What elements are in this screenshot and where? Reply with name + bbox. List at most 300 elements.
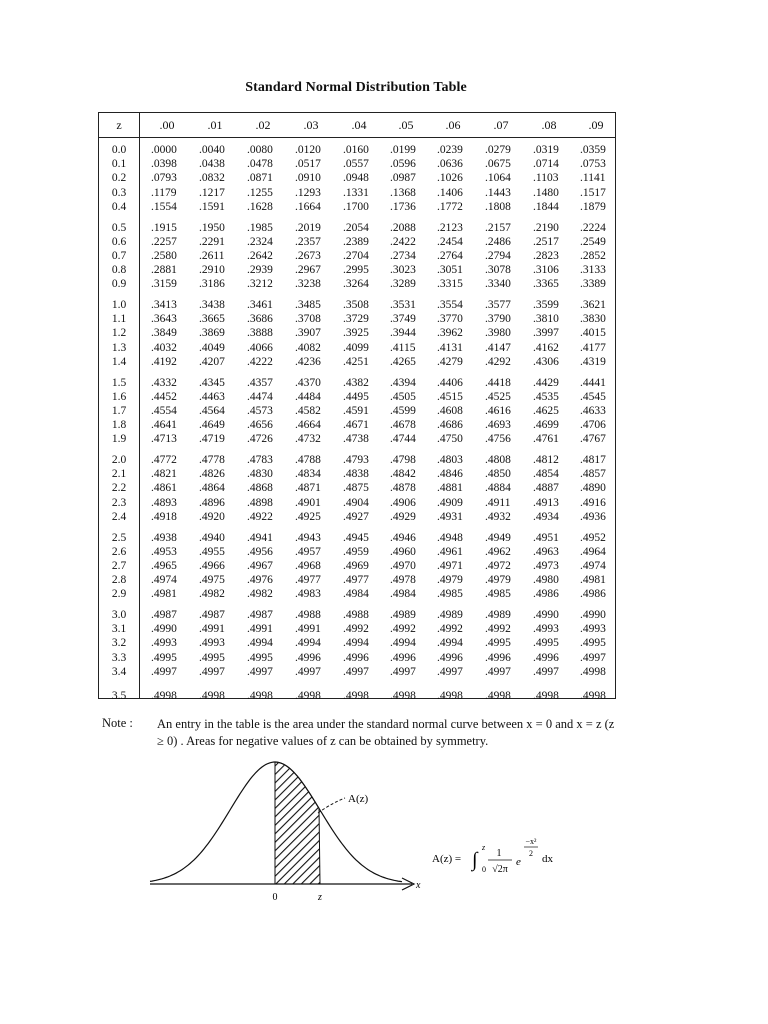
table-cell: .4953 xyxy=(151,545,177,558)
table-cell: .4699 xyxy=(533,419,559,432)
table-cell: .4982 xyxy=(199,588,225,601)
table-cell: .4279 xyxy=(437,355,463,368)
table-cell: .2422 xyxy=(390,235,416,248)
table-cell: .4049 xyxy=(199,341,225,354)
table-cell: .4990 xyxy=(533,609,559,621)
z-value: 0.7 xyxy=(111,249,127,262)
table-cell: .4996 xyxy=(533,651,559,664)
table-cell: .0319 xyxy=(533,144,559,156)
table-cell: .4998 xyxy=(533,689,559,702)
table-cell: .1179 xyxy=(151,186,177,199)
table-cell: .4929 xyxy=(390,510,416,523)
table-cell: .4995 xyxy=(151,651,177,664)
table-cell: .4082 xyxy=(295,341,321,354)
table-cell: .0120 xyxy=(295,144,321,156)
table-cell: .2454 xyxy=(437,235,463,248)
table-cell: .1480 xyxy=(533,186,559,199)
table-cell: .4987 xyxy=(151,609,177,621)
table-cell: .2357 xyxy=(295,235,321,248)
table-cell: .4951 xyxy=(533,531,559,544)
table-cell: .4463 xyxy=(199,390,225,403)
table-cell: .4686 xyxy=(437,419,463,432)
area-pointer xyxy=(318,798,345,813)
table-cell: .4987 xyxy=(199,609,225,621)
table-cell: .3212 xyxy=(247,278,273,291)
table-cell: .3159 xyxy=(151,278,177,291)
table-cell: .4992 xyxy=(343,623,369,636)
z-value: 0.0 xyxy=(111,144,127,156)
table-cell: .4207 xyxy=(199,355,225,368)
table-cell: .1255 xyxy=(247,186,273,199)
table-cell: .4719 xyxy=(199,433,225,446)
z-value: 2.8 xyxy=(111,574,127,587)
table-cell: .2794 xyxy=(485,249,511,262)
table-cell: .4554 xyxy=(151,404,177,417)
table-cell: .4998 xyxy=(151,689,177,702)
table-cell: .4998 xyxy=(580,689,606,702)
table-cell: .0596 xyxy=(390,158,416,171)
table-cell: .4988 xyxy=(295,609,321,621)
z-value: 0.6 xyxy=(111,235,127,248)
table-cell: .4992 xyxy=(437,623,463,636)
table-cell: .2704 xyxy=(343,249,369,262)
table-cell: .4979 xyxy=(485,574,511,587)
table-cell: .4964 xyxy=(580,545,606,558)
table-cell: .4808 xyxy=(485,454,511,466)
table-cell: .4394 xyxy=(390,376,416,389)
table-cell: .4995 xyxy=(580,637,606,650)
z-value: 1.7 xyxy=(111,404,127,417)
table-cell: .4564 xyxy=(199,404,225,417)
table-cell: .4726 xyxy=(247,433,273,446)
z-value: 2.7 xyxy=(111,559,127,572)
table-cell: .4997 xyxy=(533,665,559,678)
table-cell: .4732 xyxy=(295,433,321,446)
table-cell: .4131 xyxy=(437,341,463,354)
z-value: 3.1 xyxy=(111,623,127,636)
table-cell: .2910 xyxy=(199,264,225,277)
z-value: 1.6 xyxy=(111,390,127,403)
column-header: .01 xyxy=(207,118,223,132)
z-value: 1.4 xyxy=(111,355,127,368)
table-cell: .4890 xyxy=(580,482,606,495)
z-value: 1.8 xyxy=(111,419,127,432)
table-cell: .4986 xyxy=(533,588,559,601)
table-cell: .4984 xyxy=(343,588,369,601)
table-cell: .4345 xyxy=(199,376,225,389)
table-cell: .2157 xyxy=(485,221,511,234)
table-cell: .4671 xyxy=(343,419,369,432)
table-cell: .4997 xyxy=(295,665,321,678)
z-value: 0.8 xyxy=(111,264,127,277)
table-cell: .4956 xyxy=(247,545,273,558)
fraction-numerator: 1 xyxy=(496,848,502,859)
table-cell: .4357 xyxy=(247,376,273,389)
note-label: Note : xyxy=(102,716,133,730)
table-cell: .4767 xyxy=(580,433,606,446)
table-cell: .4970 xyxy=(390,559,416,572)
z-column-divider xyxy=(139,113,140,698)
z-value: 3.2 xyxy=(111,637,127,650)
exponential-base: e xyxy=(516,856,521,868)
table-cell: .2517 xyxy=(533,235,559,248)
table-cell: .2939 xyxy=(247,264,273,277)
table-cell: .2967 xyxy=(295,264,321,277)
table-cell: .4949 xyxy=(485,531,511,544)
table-cell: .4989 xyxy=(437,609,463,621)
table-cell: .4998 xyxy=(199,689,225,702)
table-cell: .4904 xyxy=(343,496,369,509)
table-cell: .4693 xyxy=(485,419,511,432)
table-cell: .4971 xyxy=(437,559,463,572)
table-cell: .3238 xyxy=(295,278,321,291)
page-title: Standard Normal Distribution Table xyxy=(245,80,467,95)
table-cell: .4616 xyxy=(485,404,511,417)
table-cell: .4990 xyxy=(151,623,177,636)
table-cell: .1808 xyxy=(485,200,511,213)
table-cell: .4817 xyxy=(580,454,606,466)
table-cell: .3686 xyxy=(247,313,273,326)
table-cell: .4441 xyxy=(580,376,606,389)
table-cell: .4881 xyxy=(437,482,463,495)
table-cell: .3869 xyxy=(199,327,225,340)
table-cell: .3485 xyxy=(295,299,321,311)
table-cell: .4474 xyxy=(247,390,273,403)
table-cell: .1217 xyxy=(199,186,225,199)
shaded-area xyxy=(275,762,320,884)
table-cell: .4994 xyxy=(247,637,273,650)
table-cell: .4967 xyxy=(247,559,273,572)
table-cell: .4015 xyxy=(580,327,606,340)
column-header: .02 xyxy=(255,118,271,132)
table-cell: .4960 xyxy=(390,545,416,558)
normal-curve-figure xyxy=(140,756,440,906)
table-cell: .4936 xyxy=(580,510,606,523)
table-cell: .4920 xyxy=(199,510,225,523)
table-cell: .2324 xyxy=(247,235,273,248)
table-cell: .3577 xyxy=(485,299,511,311)
table-cell: .4981 xyxy=(151,588,177,601)
table-cell: .4941 xyxy=(247,531,273,544)
table-cell: .1879 xyxy=(580,200,606,213)
table-cell: .0832 xyxy=(199,172,225,185)
table-cell: .4995 xyxy=(247,651,273,664)
table-cell: .4925 xyxy=(295,510,321,523)
table-cell: .4996 xyxy=(295,651,321,664)
z-value: 3.4 xyxy=(111,665,127,678)
table-cell: .0438 xyxy=(199,158,225,171)
table-cell: .4948 xyxy=(437,531,463,544)
table-cell: .4192 xyxy=(151,355,177,368)
table-cell: .4997 xyxy=(485,665,511,678)
table-cell: .4429 xyxy=(533,376,559,389)
table-cell: .0636 xyxy=(437,158,463,171)
table-cell: .2224 xyxy=(580,221,606,234)
table-cell: .4990 xyxy=(580,609,606,621)
table-cell: .4975 xyxy=(199,574,225,587)
table-cell: .4319 xyxy=(580,355,606,368)
table-cell: .4292 xyxy=(485,355,511,368)
table-cell: .4998 xyxy=(295,689,321,702)
table-cell: .3770 xyxy=(437,313,463,326)
table-cell: .4066 xyxy=(247,341,273,354)
table-cell: .2190 xyxy=(533,221,559,234)
table-cell: .4854 xyxy=(533,468,559,481)
table-cell: .3554 xyxy=(437,299,463,311)
table-cell: .0793 xyxy=(151,172,177,185)
table-cell: .3810 xyxy=(533,313,559,326)
table-cell: .4997 xyxy=(580,651,606,664)
table-cell: .3997 xyxy=(533,327,559,340)
table-cell: .3962 xyxy=(437,327,463,340)
table-cell: .0000 xyxy=(151,144,177,156)
table-cell: .1517 xyxy=(580,186,606,199)
table-cell: .4115 xyxy=(390,341,416,354)
table-cell: .4887 xyxy=(533,482,559,495)
table-cell: .0478 xyxy=(247,158,273,171)
table-cell: .4938 xyxy=(151,531,177,544)
table-cell: .1443 xyxy=(485,186,511,199)
table-cell: .4916 xyxy=(580,496,606,509)
table-cell: .1064 xyxy=(485,172,511,185)
table-cell: .4906 xyxy=(390,496,416,509)
table-cell: .4974 xyxy=(151,574,177,587)
table-cell: .4991 xyxy=(295,623,321,636)
table-cell: .4830 xyxy=(247,468,273,481)
table-cell: .4798 xyxy=(390,454,416,466)
exponent-numerator: −x² xyxy=(525,837,537,846)
table-cell: .0557 xyxy=(343,158,369,171)
table-cell: .2823 xyxy=(533,249,559,262)
table-cell: .4812 xyxy=(533,454,559,466)
z-value: 1.1 xyxy=(111,313,127,326)
table-cell: .4756 xyxy=(485,433,511,446)
table-cell: .4997 xyxy=(247,665,273,678)
table-cell: .4878 xyxy=(390,482,416,495)
z-value: 2.6 xyxy=(111,545,127,558)
table-cell: .0398 xyxy=(151,158,177,171)
z-value: 0.9 xyxy=(111,278,127,291)
table-cell: .3023 xyxy=(390,264,416,277)
table-cell: .4738 xyxy=(343,433,369,446)
table-cell: .4633 xyxy=(580,404,606,417)
table-cell: .2764 xyxy=(437,249,463,262)
table-cell: .4996 xyxy=(390,651,416,664)
table-cell: .4573 xyxy=(247,404,273,417)
integral-sign: ∫ xyxy=(472,849,478,871)
table-cell: .4713 xyxy=(151,433,177,446)
column-header: .09 xyxy=(588,118,604,132)
table-cell: .3461 xyxy=(247,299,273,311)
table-cell: .3078 xyxy=(485,264,511,277)
table-cell: .4994 xyxy=(437,637,463,650)
table-cell: .4913 xyxy=(533,496,559,509)
table-cell: .4993 xyxy=(580,623,606,636)
z-value: 1.0 xyxy=(111,299,127,311)
table-cell: .4952 xyxy=(580,531,606,544)
table-cell: .4382 xyxy=(343,376,369,389)
table-cell: .1664 xyxy=(295,200,321,213)
z-value: 0.3 xyxy=(111,186,127,199)
table-cell: .2881 xyxy=(151,264,177,277)
table-cell: .3438 xyxy=(199,299,225,311)
table-cell: .4515 xyxy=(437,390,463,403)
z-value: 2.5 xyxy=(111,531,127,544)
table-cell: .4993 xyxy=(151,637,177,650)
table-cell: .4495 xyxy=(343,390,369,403)
table-cell: .4972 xyxy=(485,559,511,572)
table-cell: .3289 xyxy=(390,278,416,291)
table-cell: .4147 xyxy=(485,341,511,354)
table-cell: .3944 xyxy=(390,327,416,340)
table-cell: .4370 xyxy=(295,376,321,389)
table-cell: .2673 xyxy=(295,249,321,262)
table-cell: .1985 xyxy=(247,221,273,234)
table-cell: .4641 xyxy=(151,419,177,432)
table-cell: .4850 xyxy=(485,468,511,481)
z-value: 2.9 xyxy=(111,588,127,601)
table-cell: .3980 xyxy=(485,327,511,340)
table-cell: .3749 xyxy=(390,313,416,326)
table-cell: .4656 xyxy=(247,419,273,432)
table-cell: .4803 xyxy=(437,454,463,466)
table-cell: .0199 xyxy=(390,144,416,156)
table-cell: .3365 xyxy=(533,278,559,291)
table-cell: .4998 xyxy=(437,689,463,702)
table-cell: .4545 xyxy=(580,390,606,403)
table-cell: .2088 xyxy=(390,221,416,234)
table-cell: .4706 xyxy=(580,419,606,432)
table-cell: .3621 xyxy=(580,299,606,311)
table-cell: .3599 xyxy=(533,299,559,311)
integral-upper-limit: z xyxy=(482,843,486,852)
table-cell: .4846 xyxy=(437,468,463,481)
z-value: 3.0 xyxy=(111,609,127,621)
table-cell: .4997 xyxy=(437,665,463,678)
table-cell: .2486 xyxy=(485,235,511,248)
table-cell: .4945 xyxy=(343,531,369,544)
table-cell: .4994 xyxy=(390,637,416,650)
table-cell: .4236 xyxy=(295,355,321,368)
z-value: 1.5 xyxy=(111,376,127,389)
table-cell: .3643 xyxy=(151,313,177,326)
table-cell: .4265 xyxy=(390,355,416,368)
table-cell: .4989 xyxy=(485,609,511,621)
table-cell: .3106 xyxy=(533,264,559,277)
table-cell: .4582 xyxy=(295,404,321,417)
table-cell: .4934 xyxy=(533,510,559,523)
table-cell: .4989 xyxy=(390,609,416,621)
column-header: .03 xyxy=(303,118,319,132)
table-cell: .2054 xyxy=(343,221,369,234)
table-cell: .3531 xyxy=(390,299,416,311)
table-cell: .4995 xyxy=(199,651,225,664)
table-cell: .4750 xyxy=(437,433,463,446)
table-cell: .2580 xyxy=(151,249,177,262)
table-cell: .4977 xyxy=(343,574,369,587)
table-cell: .2852 xyxy=(580,249,606,262)
table-cell: .3849 xyxy=(151,327,177,340)
table-cell: .4998 xyxy=(390,689,416,702)
table-cell: .2389 xyxy=(343,235,369,248)
z-tick-label: z xyxy=(318,892,322,903)
area-formula xyxy=(432,832,572,886)
table-cell: .4842 xyxy=(390,468,416,481)
formula-lhs: A(z) = xyxy=(432,853,462,865)
table-cell: .1915 xyxy=(151,221,177,234)
area-label: A(z) xyxy=(348,793,369,805)
table-cell: .0359 xyxy=(580,144,606,156)
table-cell: .3830 xyxy=(580,313,606,326)
table-cell: .4418 xyxy=(485,376,511,389)
table-cell: .4932 xyxy=(485,510,511,523)
table-cell: .3133 xyxy=(580,264,606,277)
table-cell: .4591 xyxy=(343,404,369,417)
table-cell: .4032 xyxy=(151,341,177,354)
table-cell: .1772 xyxy=(437,200,463,213)
table-cell: .4826 xyxy=(199,468,225,481)
z-value: 1.2 xyxy=(111,327,127,340)
table-cell: .4761 xyxy=(533,433,559,446)
table-cell: .4957 xyxy=(295,545,321,558)
table-cell: .4961 xyxy=(437,545,463,558)
table-cell: .4994 xyxy=(295,637,321,650)
table-cell: .4099 xyxy=(343,341,369,354)
table-cell: .4968 xyxy=(295,559,321,572)
table-cell: .4973 xyxy=(533,559,559,572)
table-cell: .3264 xyxy=(343,278,369,291)
table-cell: .4911 xyxy=(485,496,511,509)
table-cell: .4861 xyxy=(151,482,177,495)
table-cell: .1950 xyxy=(199,221,225,234)
table-cell: .4976 xyxy=(247,574,273,587)
table-cell: .1368 xyxy=(390,186,416,199)
table-cell: .4998 xyxy=(485,689,511,702)
table-cell: .0987 xyxy=(390,172,416,185)
origin-label: 0 xyxy=(272,892,278,903)
table-cell: .4868 xyxy=(247,482,273,495)
table-cell: .0040 xyxy=(199,144,225,156)
table-cell: .4986 xyxy=(580,588,606,601)
table-cell: .3888 xyxy=(247,327,273,340)
table-cell: .4901 xyxy=(295,496,321,509)
table-cell: .3413 xyxy=(151,299,177,311)
table-cell: .2257 xyxy=(151,235,177,248)
table-cell: .0675 xyxy=(485,158,511,171)
table-cell: .3907 xyxy=(295,327,321,340)
table-cell: .4664 xyxy=(295,419,321,432)
table-cell: .0910 xyxy=(295,172,321,185)
table-cell: .4177 xyxy=(580,341,606,354)
table-cell: .0871 xyxy=(247,172,273,185)
table-cell: .4222 xyxy=(247,355,273,368)
table-cell: .4946 xyxy=(390,531,416,544)
table-cell: .2995 xyxy=(343,264,369,277)
table-cell: .3665 xyxy=(199,313,225,326)
fraction-denominator: √2π xyxy=(492,864,508,875)
table-cell: .4649 xyxy=(199,419,225,432)
table-cell: .4992 xyxy=(485,623,511,636)
table-cell: .4162 xyxy=(533,341,559,354)
table-cell: .4991 xyxy=(199,623,225,636)
table-cell: .4987 xyxy=(247,609,273,621)
table-cell: .2734 xyxy=(390,249,416,262)
table-cell: .0160 xyxy=(343,144,369,156)
table-cell: .4993 xyxy=(533,623,559,636)
table-cell: .4998 xyxy=(247,689,273,702)
table-cell: .4996 xyxy=(437,651,463,664)
z-value: 0.2 xyxy=(111,172,127,185)
